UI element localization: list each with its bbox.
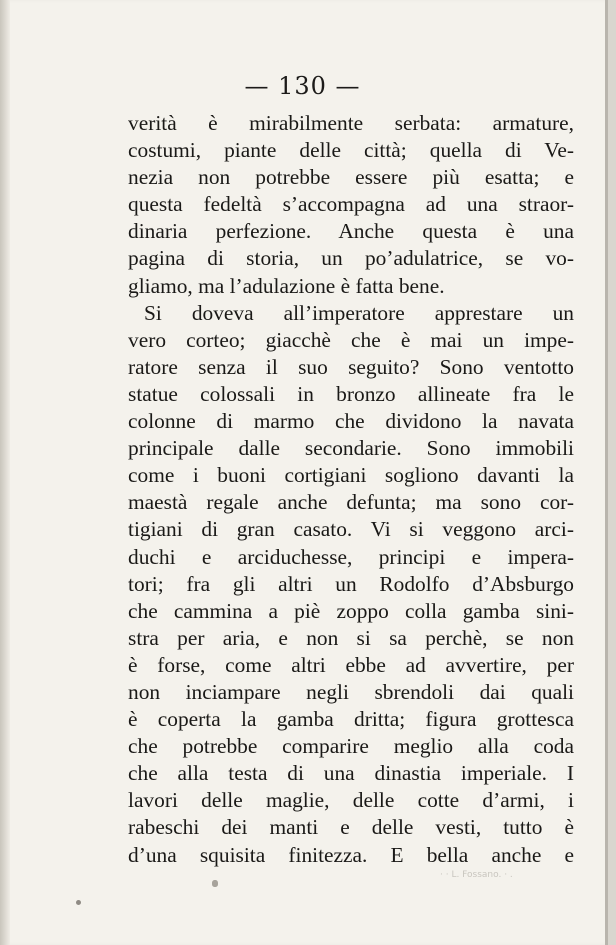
text-line: è coperta la gamba dritta; figura grottesca — [128, 707, 574, 732]
text-line: dinaria perfezione. Anche questa è una — [128, 219, 574, 244]
text-line: tigiani di gran casato. Vi si veggono arci- — [128, 517, 574, 542]
faint-footer-text: · · L. Fossano. · . — [440, 870, 513, 880]
text-line: ratore senza il suo seguito? Sono ventotto — [128, 354, 574, 379]
text-line: Si doveva all’imperatore apprestare un — [144, 300, 574, 325]
ink-mark — [212, 880, 218, 887]
text-line: rabeschi dei manti e delle vesti, tutto è — [128, 815, 574, 840]
text-line: statue colossali in bronzo allineate fra le — [128, 381, 574, 406]
text-line: vero corteo; giacchè che è mai un impe- — [128, 327, 574, 352]
page-binding-edge — [0, 0, 10, 945]
text-line: verità è mirabilmente serbata: armature, — [128, 111, 574, 135]
body-text — [128, 110, 574, 869]
text-line: colonne di marmo che dividono la navata — [128, 409, 574, 434]
page-number: — 130 — — [244, 72, 361, 100]
text-line: duchi e arciduchesse, principi e impera- — [128, 544, 574, 569]
text-line: che alla testa di una dinastia imperiale. I — [128, 761, 574, 786]
text-line: principale dalle secondarie. Sono immobili — [128, 436, 574, 461]
text-line: come i buoni cortigiani sogliono davanti la — [128, 463, 574, 488]
text-line: questa fedeltà s’accompagna ad una straor- — [128, 192, 574, 217]
text-line: che cammina a piè zoppo colla gamba sini- — [128, 598, 574, 623]
text-line: lavori delle maglie, delle cotte d’armi, i — [128, 788, 574, 813]
text-line: d’una squisita finitezza. E bella anche e — [128, 842, 574, 867]
text-line: tori; fra gli altri un Rodolfo d’Absburgo — [128, 571, 574, 596]
text-line: pagina di storia, un po’adulatrice, se vo- — [128, 246, 574, 271]
text-line: maestà regale anche defunta; ma sono cor- — [128, 490, 574, 515]
text-line: nezia non potrebbe essere più esatta; e — [128, 165, 574, 190]
text-line: gliamo, ma l’adulazione è fatta bene. — [128, 273, 445, 298]
ink-dot — [76, 900, 81, 905]
text-line: non inciampare negli sbrendoli dai quali — [128, 679, 574, 704]
text-line: costumi, piante delle città; quella di Ve- — [128, 138, 574, 163]
text-line: stra per aria, e non si sa perchè, se non — [128, 625, 574, 650]
text-line: che potrebbe comparire meglio alla coda — [128, 734, 574, 759]
text-line: è forse, come altri ebbe ad avvertire, per — [128, 652, 574, 677]
